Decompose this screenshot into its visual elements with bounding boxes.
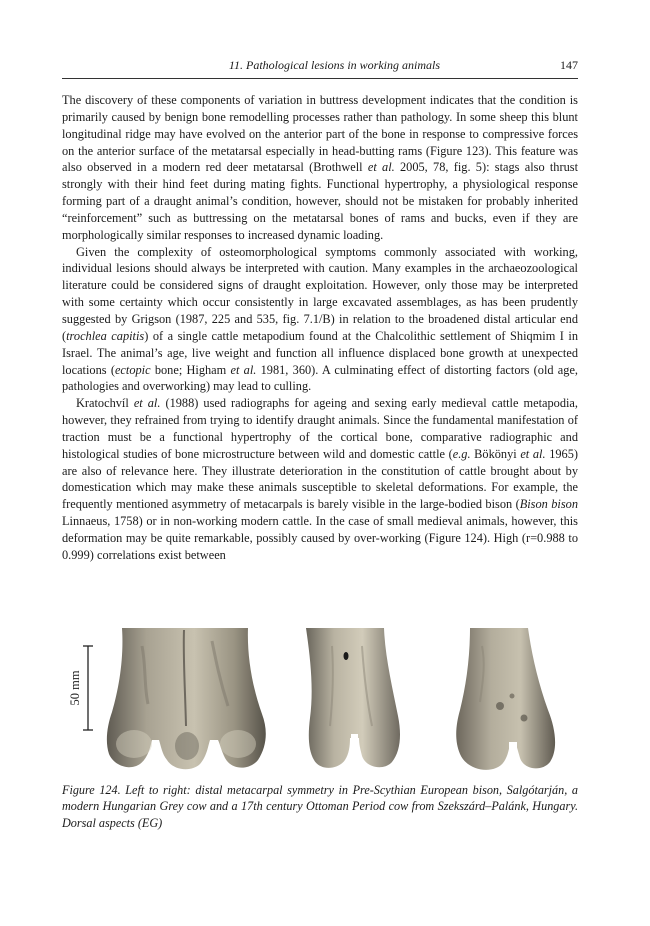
italic-text: et al. bbox=[230, 362, 257, 377]
italic-text: e.g. bbox=[452, 446, 471, 461]
text-run: (1988) used radiographs for ageing and sexing early medieval cattle metapodia, however, they refrained from trying to identify draught animals. Since the fundamental manifestation of traction must be a functional hypertrophy of the cortical bone, comparative radiographic and histological studies of bone microstructure between wild and domestic cattle ( bbox=[62, 396, 578, 461]
italic-text: ectopic bbox=[114, 362, 151, 377]
running-title: 11. Pathological lesions in working animals bbox=[228, 58, 440, 72]
bison-metacarpal-image bbox=[107, 628, 266, 769]
page-number: 147 bbox=[560, 58, 578, 72]
paragraph bbox=[62, 395, 578, 563]
grey-cow-metacarpal-image bbox=[306, 628, 400, 768]
text-run: ) of a single cattle metapodium found at the Chalcolithic settlement of Shiqmim I in Israel. The animal’s age, live weight and function all influence displaced bone growth at unexpected locations ( bbox=[62, 328, 578, 377]
scale-bar bbox=[68, 646, 93, 730]
italic-text: et al. bbox=[133, 396, 161, 411]
text-run: 1965) are also of relevance here. They illustrate deterioration in the constitution of cattle brought about by domestication which may make these animals susceptible to skeletal deformations. For example, the frequently mentioned asymmetry of metacarpals is barely visible in the large-bodied bison ( bbox=[62, 446, 578, 512]
italic-text: et al. bbox=[367, 160, 395, 175]
scale-label: 50 mm bbox=[68, 670, 82, 706]
figure-124 bbox=[62, 626, 578, 774]
body-text bbox=[62, 92, 578, 564]
italic-text: Bison bison bbox=[519, 497, 578, 512]
header-rule bbox=[62, 78, 578, 79]
text-run: Linnaeus, 1758) or in non-working modern cattle. In the case of small medieval animals, however, this deformation may be quite remarkable, possibly caused by over-working (Figure 124). High (r=0.988 to 0.999) correlations exist between bbox=[62, 514, 578, 562]
figure-caption: Figure 124. Left to right: distal metacarpal symmetry in Pre-Scythian European bison, Salgótarján, a modern Hungarian Grey cow and a 17th century Ottoman Period cow from Szekszárd–Palánk, Hungary. Dorsal aspects (EG) bbox=[62, 783, 578, 830]
text-run: 1981, 360). A culminating effect of distorting factors (old age, pathologies and overworking) may lead to culling. bbox=[62, 362, 579, 394]
text-run: Bökönyi bbox=[470, 446, 521, 461]
paragraph bbox=[62, 92, 578, 244]
ottoman-cow-metacarpal-image bbox=[456, 628, 555, 770]
italic-text: trochlea capitis bbox=[66, 328, 145, 343]
bone-photographs bbox=[62, 626, 578, 774]
italic-text: et al. bbox=[520, 446, 546, 461]
text-run: Given the complexity of osteomorphological symptoms commonly associated with working, individual lesions should always be interpreted with caution. Many examples in the archaeozoological literature could be considered signs of draught exploitation. However, only those may be interpreted with some certainty which occur consistently in large excavated assemblages, as has been prudently suggested by Grigson (1987, 225 and 535, fig. 7.1/B) in relation to the broadened distal articular end ( bbox=[62, 244, 578, 343]
text-run: Kratochvíl bbox=[76, 396, 134, 411]
text-run: bone; Higham bbox=[150, 362, 231, 377]
running-header bbox=[62, 58, 578, 76]
text-run: 2005, 78, fig. 5): stags also thrust strongly with their hind feet during mating fights. Functional hypertrophy, a physiological response forming part of a draught animal’s condition, however, should not be mistaken for probably inherited “reinforcement” such as buttressing on the metatarsal bones of rams and bucks, even if they are morphologically similar responses to increased dynamic loading. bbox=[62, 160, 578, 242]
text-run: The discovery of these components of variation in buttress development indicates that the condition is primarily caused by benign bone remodelling processes rather than pathology. In some sheep this blunt longitudinal ridge may have evolved on the anterior part of the bone in response to compressive forces on the anterior surface of the metatarsal especially in head-butting rams (Figure 123). This feature was also observed in a modern red deer metatarsal (Brothwell bbox=[62, 93, 578, 175]
paragraph bbox=[62, 244, 578, 396]
